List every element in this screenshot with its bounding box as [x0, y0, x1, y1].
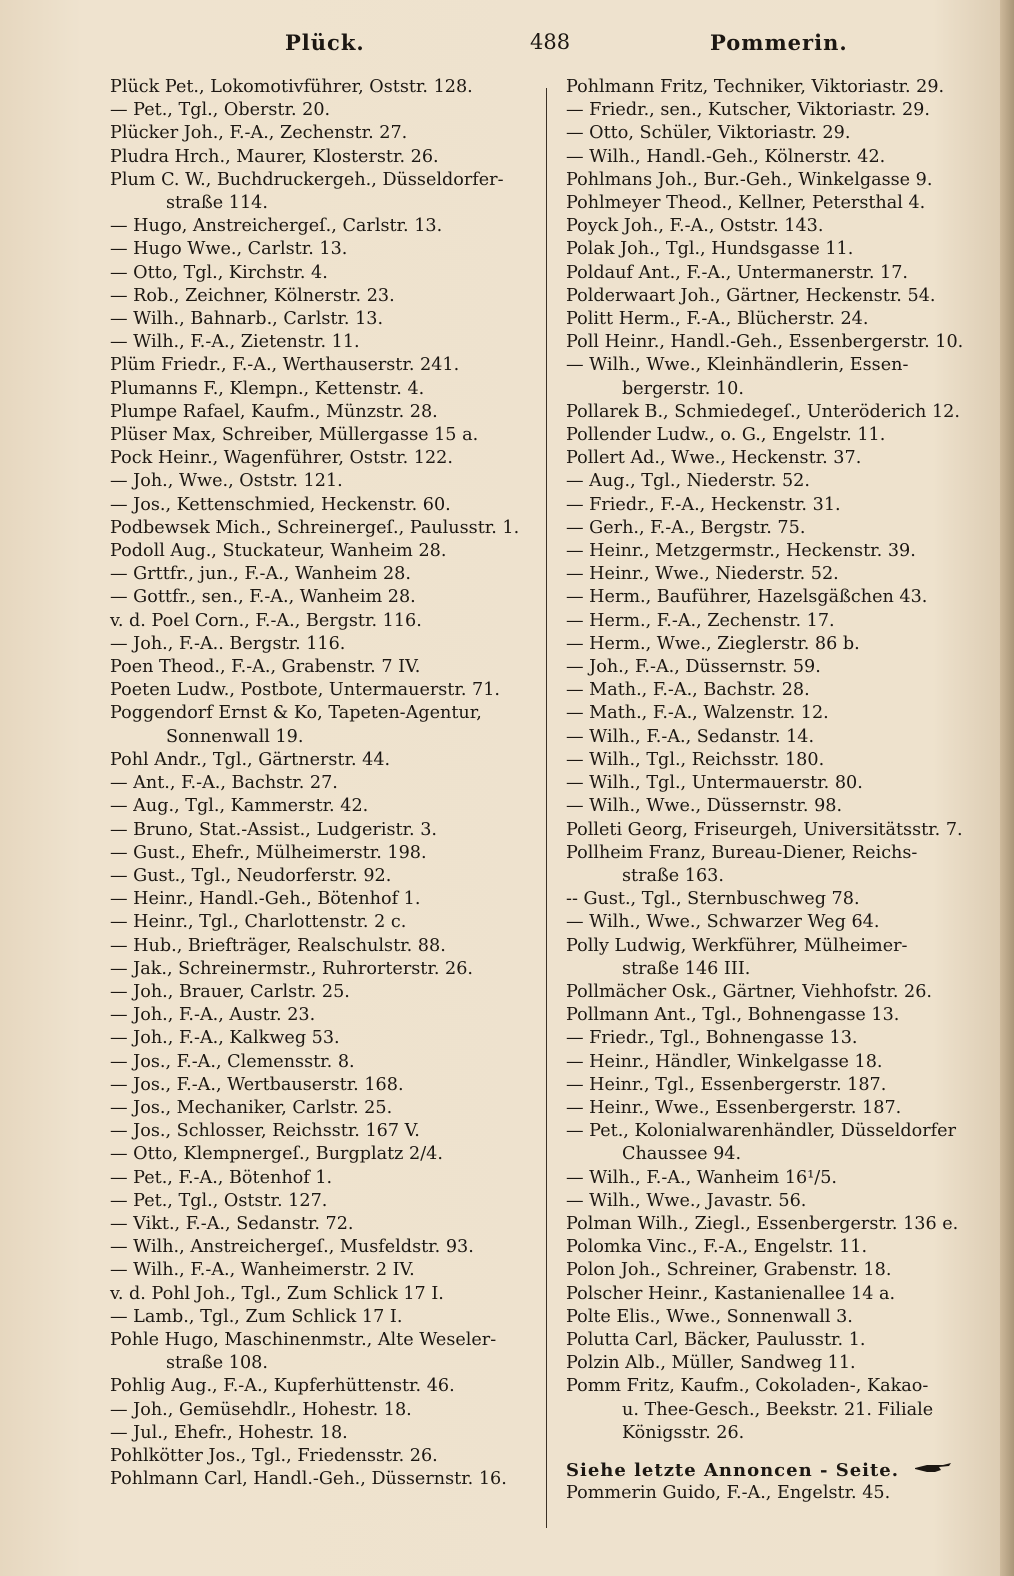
- entry-text: -- Gust., Tgl., Sternbuschweg 78.: [566, 889, 860, 910]
- directory-entry: [566, 1097, 991, 1120]
- directory-entry: [110, 517, 535, 540]
- entry-text: — Math., F.-A., Bachstr. 28.: [566, 680, 810, 701]
- directory-entry: [566, 1259, 991, 1282]
- entry-text: Pomm Fritz, Kaufm., Cokoladen-, Kakao-: [566, 1376, 929, 1397]
- entry-text: — Wilh., F.-A., Wanheim 16¹/5.: [566, 1167, 837, 1188]
- entry-text: Polte Elis., Wwe., Sonnenwall 3.: [566, 1306, 853, 1327]
- entry-text: — Friedr., Tgl., Bohnengasse 13.: [566, 1028, 858, 1049]
- entry-text: — Pet., Kolonialwarenhändler, Düsseldorfer: [566, 1121, 956, 1142]
- entry-text: — Herm., Bauführer, Hazelsgäßchen 43.: [566, 587, 928, 608]
- directory-entry: [110, 633, 535, 656]
- header-right-keyword: Pommerin.: [710, 30, 848, 55]
- entry-text: — Wilh., Bahnarb., Carlstr. 13.: [110, 309, 384, 330]
- page-edge: [1000, 0, 1014, 1576]
- directory-entry: [110, 146, 535, 169]
- directory-entry: [110, 1097, 535, 1120]
- directory-entry: [110, 1445, 535, 1468]
- directory-entry: [566, 447, 991, 470]
- entry-continuation: Sonnenwall 19.: [166, 726, 304, 747]
- entry-text: — Gust., Ehefr., Mülheimerstr. 198.: [110, 842, 427, 863]
- entry-text: — Hub., Briefträger, Realschulstr. 88.: [110, 935, 446, 956]
- directory-entry: [110, 842, 535, 865]
- entry-text: Pohlmann Carl, Handl.-Geh., Düssernstr. 16.: [110, 1469, 507, 1490]
- entry-text: — Friedr., sen., Kutscher, Viktoriastr. 29.: [566, 100, 930, 121]
- entry-text: — Wilh., Tgl., Reichsstr. 180.: [566, 749, 825, 770]
- directory-entry: [566, 401, 991, 424]
- entry-text: Polly Ludwig, Werkführer, Mülheimer-: [566, 935, 908, 956]
- entry-text: — Ant., F.-A., Bachstr. 27.: [110, 773, 338, 794]
- directory-entry: [110, 563, 535, 586]
- entry-text: — Wilh., Wwe., Javastr. 56.: [566, 1190, 807, 1211]
- entry-text: — Bruno, Stat.-Assist., Ludgeristr. 3.: [110, 819, 437, 840]
- directory-entry: [110, 981, 535, 1004]
- directory-entry: [566, 192, 991, 215]
- entry-text: Pohl Andr., Tgl., Gärtnerstr. 44.: [110, 749, 391, 770]
- directory-entry: [566, 679, 991, 702]
- entry-text: — Otto, Tgl., Kirchstr. 4.: [110, 262, 328, 283]
- directory-entry: [110, 586, 535, 609]
- entry-text: Polomka Vinc., F.-A., Engelstr. 11.: [566, 1237, 868, 1258]
- directory-entry: [566, 1004, 991, 1027]
- entry-text: — Herm., Wwe., Zieglerstr. 86 b.: [566, 633, 860, 654]
- directory-entry: [110, 1468, 535, 1491]
- directory-entry: [110, 238, 535, 261]
- entry-text: Plüm Friedr., F.-A., Werthauserstr. 241.: [110, 355, 460, 376]
- directory-entry: [566, 331, 991, 354]
- directory-entry: [566, 169, 991, 192]
- entry-text: — Gottfr., sen., F.-A., Wanheim 28.: [110, 587, 416, 608]
- directory-entry: [566, 1375, 991, 1445]
- directory-entry: [566, 285, 991, 308]
- directory-entry: [566, 76, 991, 99]
- entry-text: — Heinr., Metzgermstr., Heckenstr. 39.: [566, 541, 916, 562]
- directory-entry: [110, 262, 535, 285]
- directory-entry: [566, 1051, 991, 1074]
- directory-entry: [110, 1375, 535, 1398]
- directory-entry: [566, 424, 991, 447]
- entry-text: Pohlkötter Jos., Tgl., Friedensstr. 26.: [110, 1445, 438, 1466]
- entry-text: — Wilh., Wwe., Düssernstr. 98.: [566, 796, 843, 817]
- directory-entry: [110, 1074, 535, 1097]
- entry-text: Plumpe Rafael, Kaufm., Münzstr. 28.: [110, 401, 438, 422]
- header-left-keyword: Plück.: [285, 30, 365, 55]
- entry-continuation: bergerstr. 10.: [622, 378, 744, 399]
- entry-text: Poyck Joh., F.-A., Oststr. 143.: [566, 216, 824, 237]
- entry-continuation: straße 108.: [166, 1353, 268, 1374]
- entry-text: Podbewsek Mich., Schreinergeſ., Paulusstr. 1.: [110, 517, 520, 538]
- directory-entry: [566, 633, 991, 656]
- entry-text: — Wilh., Handl.-Geh., Kölnerstr. 42.: [566, 146, 886, 167]
- directory-entry: [566, 610, 991, 633]
- directory-entry: [110, 865, 535, 888]
- entry-text: — Heinr., Handl.-Geh., Bötenhof 1.: [110, 889, 421, 910]
- entry-text: — Joh., Wwe., Oststr. 121.: [110, 471, 343, 492]
- directory-entry: [566, 842, 991, 888]
- directory-entry: [566, 726, 991, 749]
- directory-entry: [566, 1167, 991, 1190]
- directory-entry: [566, 540, 991, 563]
- directory-entry: [110, 354, 535, 377]
- directory-entry: [110, 540, 535, 563]
- entry-text: Plum C. W., Buchdruckergeh., Düsseldorfer-: [110, 169, 504, 190]
- entry-text: — Wilh., F.-A., Wanheimerstr. 2 IV.: [110, 1260, 415, 1281]
- entry-text: — Wilh., Wwe., Schwarzer Weg 64.: [566, 912, 880, 933]
- entry-text: Politt Herm., F.-A., Blücherstr. 24.: [566, 309, 869, 330]
- directory-entry: [110, 1190, 535, 1213]
- entry-text: Polleti Georg, Friseurgeh, Universitätsstr. 7.: [566, 819, 963, 840]
- entry-text: Pohlmann Fritz, Techniker, Viktoriastr. 29.: [566, 77, 945, 97]
- entry-text: Pommerin Guido, F.-A., Engelstr. 45.: [566, 1483, 891, 1504]
- entry-text: — Aug., Tgl., Niederstr. 52.: [566, 471, 810, 492]
- directory-entry: [566, 146, 991, 169]
- directory-entry: [566, 1352, 991, 1375]
- directory-entry: [566, 1027, 991, 1050]
- entry-text: Pollert Ad., Wwe., Heckenstr. 37.: [566, 448, 862, 469]
- directory-entry: [110, 679, 535, 702]
- entry-continuation: straße 146 III.: [622, 958, 751, 979]
- entry-text: — Wilh., F.-A., Sedanstr. 14.: [566, 726, 815, 747]
- directory-entry: [566, 586, 991, 609]
- entry-continuation: u. Thee-Gesch., Beekstr. 21. Filiale: [622, 1399, 934, 1420]
- directory-entry: [110, 1027, 535, 1050]
- directory-entry: [566, 935, 991, 981]
- directory-entry: [566, 1236, 991, 1259]
- directory-entry: [110, 1167, 535, 1190]
- entry-text: Polak Joh., Tgl., Hundsgasse 11.: [566, 239, 854, 260]
- directory-entry: [110, 1306, 535, 1329]
- entry-text: — Jos., F.-A., Clemensstr. 8.: [110, 1051, 355, 1072]
- entry-continuation: Königsstr. 26.: [622, 1422, 745, 1443]
- entry-text: — Joh., F.-A.. Bergstr. 116.: [110, 633, 346, 654]
- directory-entry: [566, 1329, 991, 1352]
- entry-text: Pollmächer Osk., Gärtner, Viehhofstr. 26.: [566, 981, 933, 1002]
- directory-entry: [110, 169, 535, 215]
- entry-text: Poen Theod., F.-A., Grabenstr. 7 IV.: [110, 657, 421, 678]
- entry-text: Podoll Aug., Stuckateur, Wanheim 28.: [110, 541, 447, 562]
- entry-text: Poggendorf Ernst & Ko, Tapeten-Agentur,: [110, 703, 482, 724]
- entry-text: — Otto, Klempnergeſ., Burgplatz 2/4.: [110, 1144, 443, 1165]
- entry-text: Pohlmans Joh., Bur.-Geh., Winkelgasse 9.: [566, 169, 933, 190]
- directory-entry: [110, 935, 535, 958]
- directory-entry: [566, 749, 991, 772]
- entry-text: — Math., F.-A., Walzenstr. 12.: [566, 703, 829, 724]
- entry-text: Plücker Joh., F.-A., Zechenstr. 27.: [110, 123, 408, 144]
- entry-text: — Heinr., Wwe., Essenbergerstr. 187.: [566, 1097, 902, 1118]
- entry-text: Pohlig Aug., F.-A., Kupferhüttenstr. 46.: [110, 1376, 455, 1397]
- entry-text: Polscher Heinr., Kastanienallee 14 a.: [566, 1283, 896, 1304]
- entry-text: — Hugo, Anstreichergeſ., Carlstr. 13.: [110, 216, 443, 237]
- entry-text: Polutta Carl, Bäcker, Paulusstr. 1.: [566, 1329, 866, 1350]
- pointing-hand-icon: [913, 1462, 953, 1474]
- directory-entry: [566, 819, 991, 842]
- entry-text: Plück Pet., Lokomotivführer, Oststr. 128.: [110, 77, 473, 97]
- directory-entry: [566, 470, 991, 493]
- entry-text: — Joh., F.-A., Düssernstr. 59.: [566, 657, 821, 678]
- entry-text: — Vikt., F.-A., Sedanstr. 72.: [110, 1213, 354, 1234]
- directory-entry: [110, 308, 535, 331]
- entry-continuation: straße 163.: [622, 865, 724, 886]
- page-number: 488: [530, 30, 571, 54]
- directory-entry: [110, 1283, 535, 1306]
- directory-entry: [566, 238, 991, 261]
- directory-entry: [110, 1329, 535, 1375]
- entry-text: Pollarek B., Schmiedegeſ., Unteröderich 12.: [566, 401, 960, 422]
- directory-entry: [110, 99, 535, 122]
- directory-entry: [110, 1422, 535, 1445]
- entry-text: Plüser Max, Schreiber, Müllergasse 15 a.: [110, 425, 479, 446]
- entry-text: Pohle Hugo, Maschinenmstr., Alte Weseler-: [110, 1329, 497, 1350]
- directory-entry: [566, 99, 991, 122]
- directory-entry: [110, 888, 535, 911]
- entry-text: — Pet., Tgl., Oststr. 127.: [110, 1190, 328, 1211]
- directory-entry: [566, 772, 991, 795]
- notice-text: Siehe letzte Annoncen - Seite.: [566, 1459, 900, 1481]
- entry-text: Pollmann Ant., Tgl., Bohnengasse 13.: [566, 1005, 900, 1026]
- entry-text: Pollheim Franz, Bureau-Diener, Reichs-: [566, 842, 918, 863]
- directory-entry: [110, 1236, 535, 1259]
- entry-text: — Herm., F.-A., Zechenstr. 17.: [566, 610, 835, 631]
- entry-text: — Jos., F.-A., Wertbauserstr. 168.: [110, 1074, 404, 1095]
- entry-text: — Jos., Kettenschmied, Heckenstr. 60.: [110, 494, 451, 515]
- directory-entry: [566, 702, 991, 725]
- entry-continuation: Chaussee 94.: [622, 1144, 742, 1165]
- entry-text: v. d. Pohl Joh., Tgl., Zum Schlick 17 I.: [110, 1283, 444, 1304]
- directory-entry: [110, 1143, 535, 1166]
- entry-text: Plumanns F., Klempn., Kettenstr. 4.: [110, 378, 425, 399]
- directory-entry: [110, 958, 535, 981]
- directory-entry: [110, 702, 535, 748]
- directory-entry: [566, 911, 991, 934]
- directory-entry: [110, 1004, 535, 1027]
- entry-text: Poeten Ludw., Postbote, Untermauerstr. 71.: [110, 680, 501, 701]
- entry-text: — Heinr., Tgl., Essenbergerstr. 187.: [566, 1074, 887, 1095]
- entry-text: v. d. Poel Corn., F.-A., Bergstr. 116.: [110, 610, 422, 631]
- directory-entry: [110, 331, 535, 354]
- entry-text: — Pet., Tgl., Oberstr. 20.: [110, 100, 331, 121]
- directory-entry: [110, 470, 535, 493]
- entry-text: — Pet., F.-A., Bötenhof 1.: [110, 1167, 333, 1188]
- directory-entry: [566, 1283, 991, 1306]
- entry-text: — Friedr., F.-A., Heckenstr. 31.: [566, 494, 841, 515]
- directory-entry: [110, 76, 535, 99]
- directory-entry: [110, 1399, 535, 1422]
- directory-entry: [566, 262, 991, 285]
- directory-entry: [110, 378, 535, 401]
- directory-entry: [110, 749, 535, 772]
- entry-text: — Grttfr., jun., F.-A., Wanheim 28.: [110, 564, 411, 585]
- directory-entry: [566, 888, 991, 911]
- entry-text: — Otto, Schüler, Viktoriastr. 29.: [566, 123, 851, 144]
- directory-entry: [110, 285, 535, 308]
- entry-text: — Jos., Schlosser, Reichsstr. 167 V.: [110, 1121, 420, 1142]
- entry-text: — Heinr., Händler, Winkelgasse 18.: [566, 1051, 883, 1072]
- directory-entry: [566, 1213, 991, 1236]
- entry-text: Poll Heinr., Handl.-Geh., Essenbergerstr. 10.: [566, 332, 964, 353]
- entry-text: — Aug., Tgl., Kammerstr. 42.: [110, 796, 369, 817]
- page-header: [110, 30, 990, 64]
- entry-text: — Rob., Zeichner, Kölnerstr. 23.: [110, 285, 395, 306]
- entry-text: — Wilh., F.-A., Zietenstr. 11.: [110, 332, 360, 353]
- directory-entry: [110, 447, 535, 470]
- directory-entry: [110, 1213, 535, 1236]
- directory-entry: [110, 795, 535, 818]
- entry-text: Polzin Alb., Müller, Sandweg 11.: [566, 1353, 856, 1374]
- directory-entry: [566, 517, 991, 540]
- entry-text: Pollender Ludw., o. G., Engelstr. 11.: [566, 425, 886, 446]
- directory-entry: [110, 1051, 535, 1074]
- entry-text: — Heinr., Tgl., Charlottenstr. 2 c.: [110, 912, 407, 933]
- entry-text: — Jak., Schreinermstr., Ruhrorterstr. 26.: [110, 958, 473, 979]
- column-divider: [546, 88, 547, 1528]
- entry-text: — Wilh., Tgl., Untermauerstr. 80.: [566, 773, 863, 794]
- directory-entry: [566, 563, 991, 586]
- directory-entry: [566, 1306, 991, 1329]
- directory-entry: [566, 122, 991, 145]
- directory-entry: [566, 1482, 991, 1505]
- entry-text: — Joh., Brauer, Carlstr. 25.: [110, 981, 350, 1002]
- directory-entry: [110, 656, 535, 679]
- directory-entry: [566, 308, 991, 331]
- advertisement-notice: [566, 1459, 991, 1482]
- left-column: [110, 76, 535, 1491]
- directory-entry: [110, 1120, 535, 1143]
- directory-entry: [110, 1259, 535, 1282]
- entry-text: Pludra Hrch., Maurer, Klosterstr. 26.: [110, 146, 439, 167]
- entry-text: — Gust., Tgl., Neudorferstr. 92.: [110, 865, 392, 886]
- directory-entry: [110, 215, 535, 238]
- directory-entry: [566, 1074, 991, 1097]
- entry-text: Poldauf Ant., F.-A., Untermanerstr. 17.: [566, 262, 909, 283]
- directory-entry: [566, 1190, 991, 1213]
- directory-entry: [110, 911, 535, 934]
- directory-entry: [110, 424, 535, 447]
- entry-text: Pohlmeyer Theod., Kellner, Petersthal 4.: [566, 193, 926, 214]
- entry-text: Polman Wilh., Ziegl., Essenbergerstr. 136 e.: [566, 1213, 959, 1234]
- directory-entry: [110, 772, 535, 795]
- entry-text: — Heinr., Wwe., Niederstr. 52.: [566, 564, 839, 585]
- entry-text: — Lamb., Tgl., Zum Schlick 17 I.: [110, 1306, 403, 1327]
- entry-text: — Gerh., F.-A., Bergstr. 75.: [566, 517, 806, 538]
- directory-entry: [110, 819, 535, 842]
- directory-entry: [110, 494, 535, 517]
- directory-entry: [566, 354, 991, 400]
- entry-text: — Jos., Mechaniker, Carlstr. 25.: [110, 1097, 393, 1118]
- directory-entry: [566, 981, 991, 1004]
- entry-text: — Joh., F.-A., Kalkweg 53.: [110, 1028, 340, 1049]
- entry-text: — Joh., F.-A., Austr. 23.: [110, 1005, 316, 1026]
- entry-continuation: straße 114.: [166, 193, 268, 214]
- entry-text: — Hugo Wwe., Carlstr. 13.: [110, 239, 348, 260]
- directory-entry: [110, 122, 535, 145]
- entry-text: Pock Heinr., Wagenführer, Oststr. 122.: [110, 448, 453, 469]
- directory-entry: [110, 610, 535, 633]
- entry-text: — Joh., Gemüsehdlr., Hohestr. 18.: [110, 1399, 412, 1420]
- entry-text: Polderwaart Joh., Gärtner, Heckenstr. 54.: [566, 285, 936, 306]
- entry-text: Polon Joh., Schreiner, Grabenstr. 18.: [566, 1260, 892, 1281]
- right-column: [566, 76, 991, 1505]
- entry-text: — Wilh., Anstreichergeſ., Musfeldstr. 93.: [110, 1237, 474, 1258]
- directory-entry: [566, 795, 991, 818]
- directory-entry: [566, 656, 991, 679]
- entry-text: — Wilh., Wwe., Kleinhändlerin, Essen-: [566, 355, 909, 376]
- directory-entry: [566, 494, 991, 517]
- directory-entry: [566, 215, 991, 238]
- directory-entry: [110, 401, 535, 424]
- entry-text: — Jul., Ehefr., Hohestr. 18.: [110, 1422, 348, 1443]
- directory-entry: [566, 1120, 991, 1166]
